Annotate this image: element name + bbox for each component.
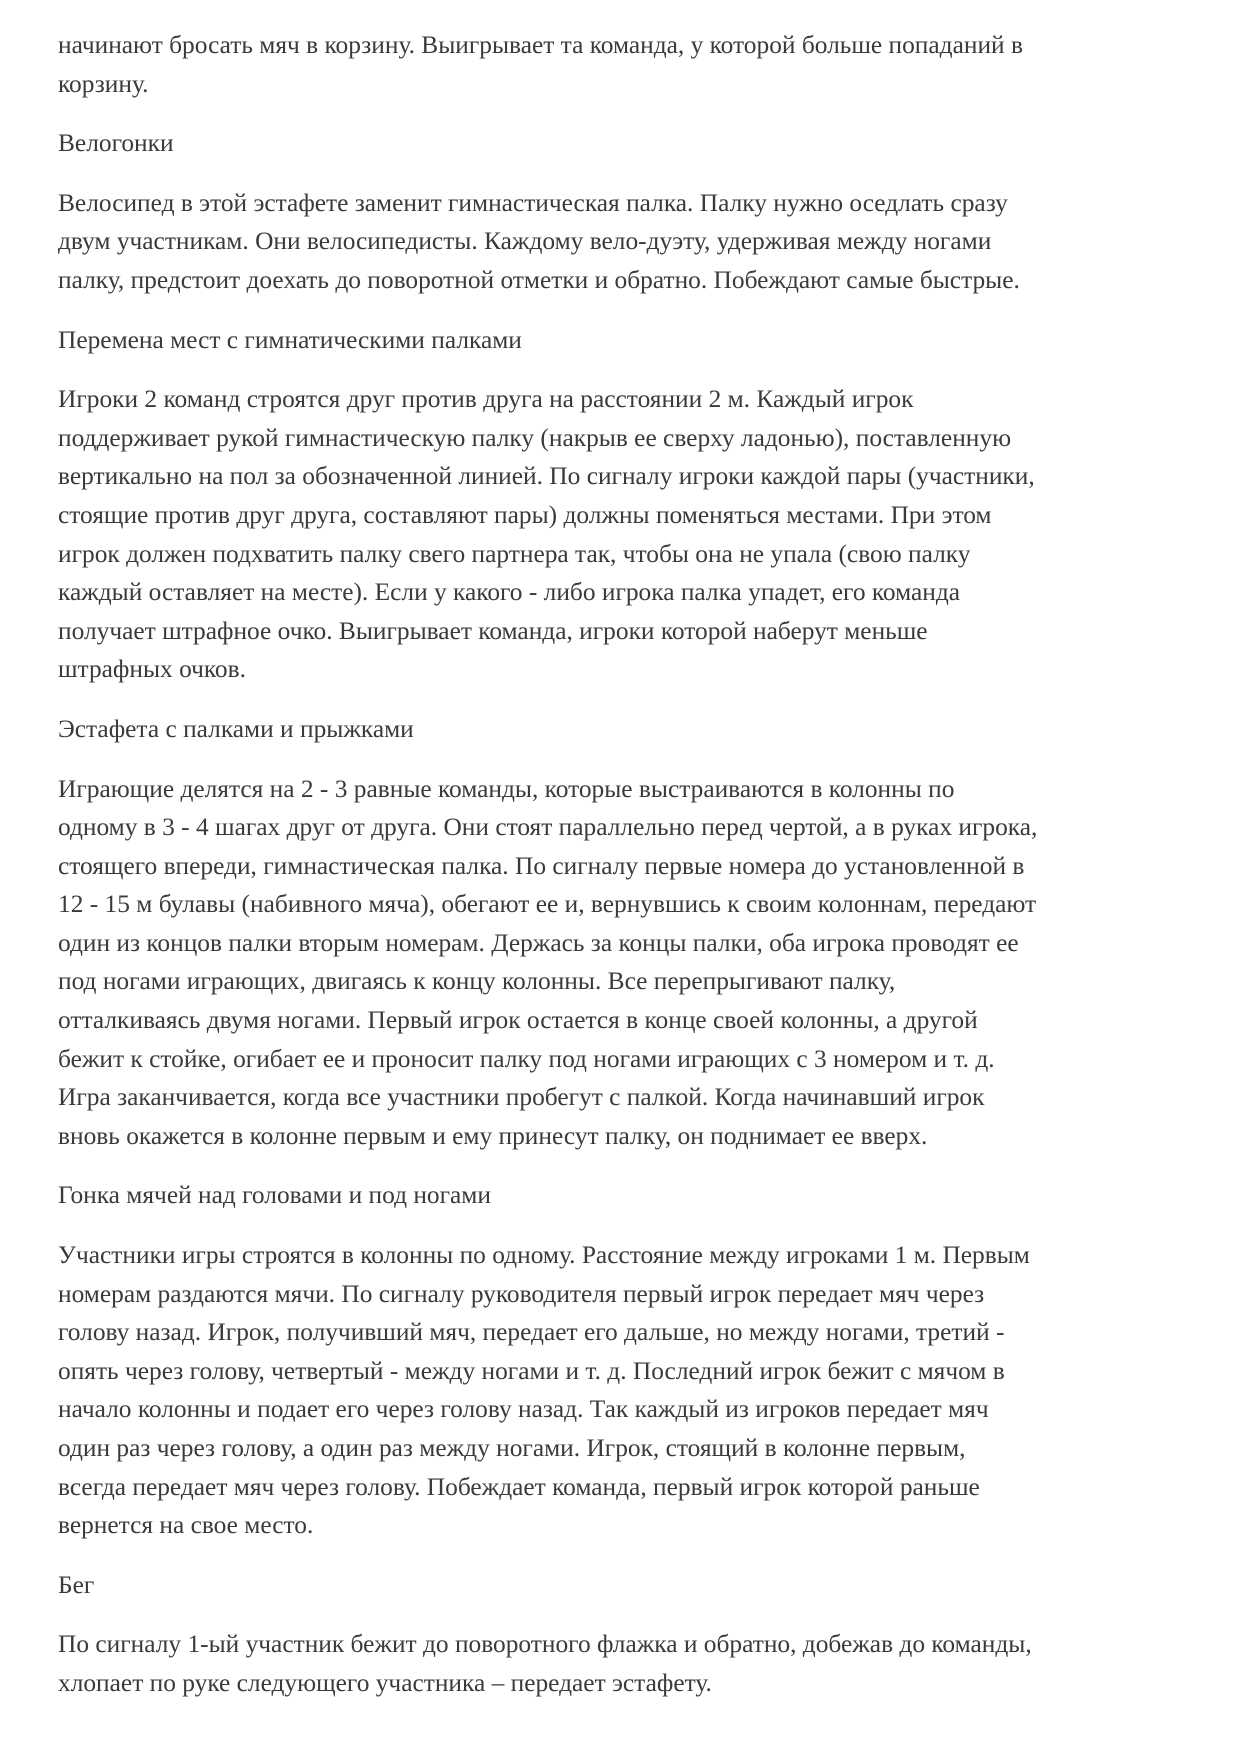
intro-paragraph	[58, 26, 1204, 103]
text-line: Игра заканчивается, когда все участники пробегут с палкой. Когда начинавший игрок	[58, 1083, 985, 1112]
section-paragraph-beg	[58, 1625, 1204, 1702]
text-line: одному в 3 - 4 шагах друг от друга. Они стоят параллельно перед чертой, а в руках игрока,	[58, 813, 1038, 842]
section-heading-peremena-mest: Перемена мест с гимнатическими палками	[58, 325, 522, 354]
text-line: начало колонны и подает его через голову назад. Так каждый из игроков передает мяч	[58, 1395, 989, 1424]
text-line: опять через голову, четвертый - между ногами и т. д. Последний игрок бежит с мячом в	[58, 1356, 1005, 1385]
text-line: палку, предстоит доехать до поворотной отметки и обратно. Побеждают самые быстрые.	[58, 265, 1020, 294]
text-line: бежит к стойке, огибает ее и проносит палку под ногами играющих с 3 номером и т. д.	[58, 1044, 995, 1073]
text-line: всегда передает мяч через голову. Побеждает команда, первый игрок которой раньше	[58, 1472, 980, 1501]
text-line: вертикально на пол за обозначенной линией. По сигналу игроки каждой пары (участники,	[58, 462, 1035, 491]
section-heading-estafeta-palki: Эстафета с палками и прыжками	[58, 714, 414, 743]
text-line: голову назад. Игрок, получивший мяч, передает его дальше, но между ногами, третий -	[58, 1318, 1005, 1347]
text-line: вернется на свое место.	[58, 1511, 314, 1540]
text-line: Игроки 2 команд строятся друг против друга на расстоянии 2 м. Каждый игрок	[58, 385, 914, 414]
document-page	[58, 26, 1204, 1703]
text-line: вновь окажется в колонне первым и ему принесут палку, он поднимает ее вверх.	[58, 1121, 928, 1150]
text-line: получает штрафное очко. Выигрывает команда, игроки которой наберут меньше	[58, 616, 928, 645]
text-line: стоящего впереди, гимнастическая палка. По сигналу первые номера до установленной в	[58, 851, 1025, 880]
text-line: Велосипед в этой эстафете заменит гимнастическая палка. Палку нужно оседлать сразу	[58, 188, 1008, 217]
text-line: Участники игры строятся в колонны по одному. Расстояние между игроками 1 м. Первым	[58, 1241, 1030, 1270]
text-line: игрок должен подхватить палку свего партнера так, чтобы она не упала (свою палку	[58, 539, 971, 568]
section-paragraph-peremena-mest	[58, 380, 1204, 689]
text-line: двум участникам. Они велосипедисты. Каждому вело-дуэту, удерживая между ногами	[58, 227, 992, 256]
text-line: По сигналу 1-ый участник бежит до поворотного флажка и обратно, добежав до команды,	[58, 1630, 1032, 1659]
section-paragraph-velogonki	[58, 184, 1204, 300]
text-line: один раз через голову, а один раз между ногами. Игрок, стоящий в колонне первым,	[58, 1434, 966, 1462]
section-paragraph-gonka-myachey	[58, 1236, 1204, 1545]
text-line: под ногами играющих, двигаясь к концу колонны. Все перепрыгивают палку,	[58, 967, 896, 996]
text-line: корзину.	[58, 69, 149, 98]
text-line: хлопает по руке следующего участника – передает эстафету.	[58, 1668, 712, 1697]
text-line: номерам раздаются мячи. По сигналу руководителя первый игрок передает мяч через	[58, 1279, 985, 1308]
section-heading-velogonki: Велогонки	[58, 129, 174, 158]
section-paragraph-estafeta-palki	[58, 770, 1204, 1156]
text-line: отталкиваясь двумя ногами. Первый игрок остается в конце своей колонны, а другой	[58, 1006, 978, 1035]
text-line: 12 - 15 м булавы (набивного мяча), обегают ее и, вернувшись к своим колоннам, передают	[58, 890, 1037, 919]
text-line: Играющие делятся на 2 - 3 равные команды, которые выстраиваются в колонны по	[58, 774, 955, 803]
text-line: каждый оставляет на месте). Если у какого - либо игрока палка упадет, его команда	[58, 578, 961, 607]
text-line: один из концов палки вторым номерам. Держась за концы палки, оба игрока проводят ее	[58, 928, 1019, 957]
section-heading-gonka-myachey: Гонка мячей над головами и под ногами	[58, 1181, 491, 1210]
text-line: поддерживает рукой гимнастическую палку (накрыв ее сверху ладонью), поставленную	[58, 423, 1012, 452]
text-line: начинают бросать мяч в корзину. Выигрывает та команда, у которой больше попаданий в	[58, 31, 1023, 59]
text-line: стоящие против друг друга, составляют пары) должны поменяться местами. При этом	[58, 500, 992, 529]
text-line: штрафных очков.	[58, 655, 246, 684]
section-heading-beg: Бег	[58, 1570, 95, 1599]
